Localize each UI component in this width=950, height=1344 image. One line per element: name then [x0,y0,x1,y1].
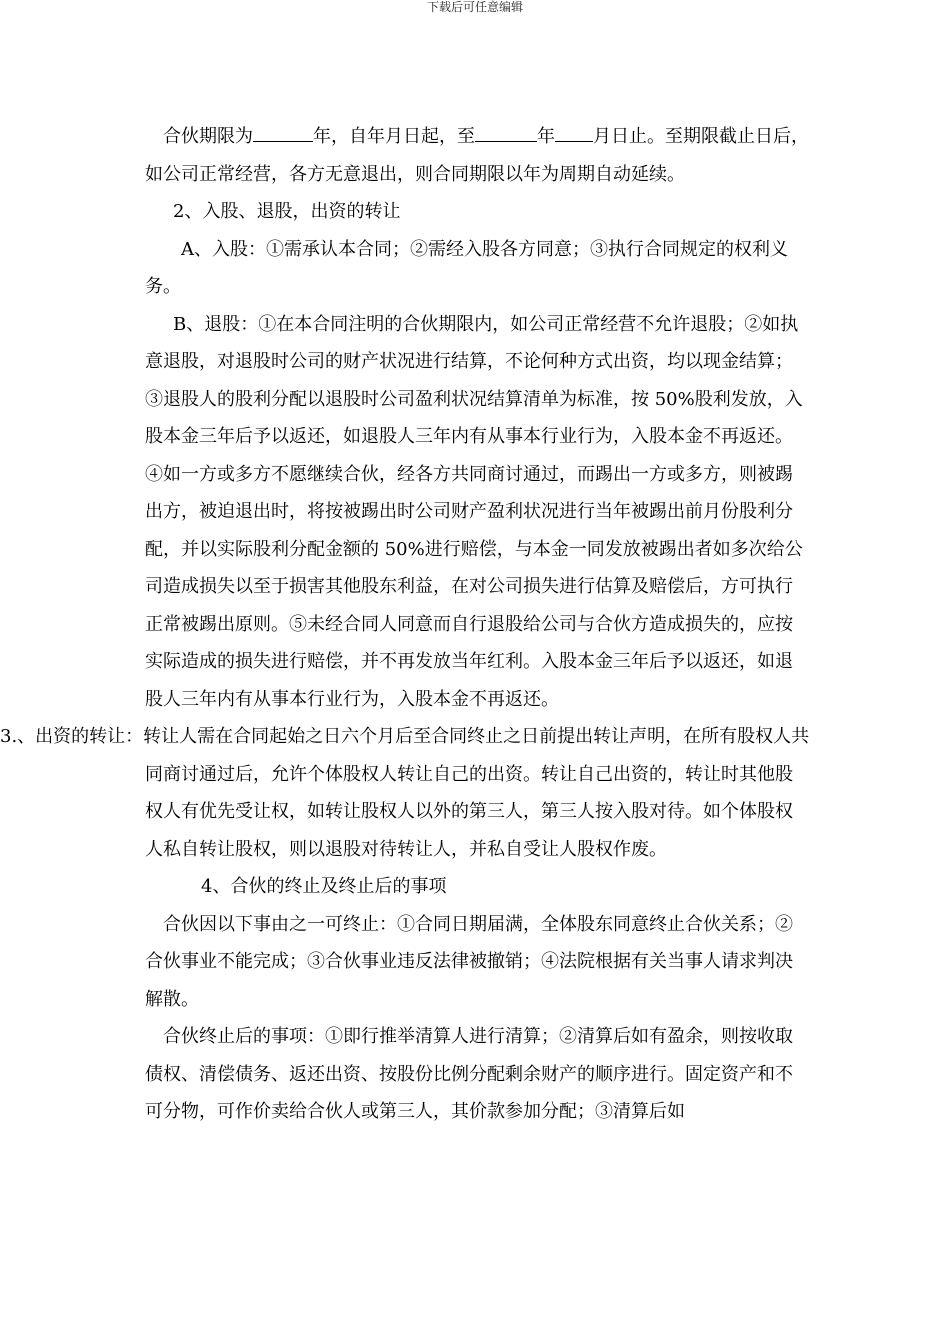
paragraph-termination-causes: 合伙因以下事由之一可终止：①合同日期届满，全体股东同意终止合伙关系；②合伙事业不能完成；③合伙事业违反法律被撤销；④法院根据有关当事人请求判决解散。 [145,913,793,1010]
heading-share-transfer: 2、入股、退股，出资的转让 [173,201,401,222]
page-header: 下载后可任意编辑 [426,0,523,14]
term-text-3: 年 [537,126,555,147]
document-body [0,118,810,1131]
paragraph-withdraw: B、退股：①在本合同注明的合伙期限内，如公司正常经营不允许退股；②如执意退股，对退股时公司的财产状况进行结算，不论何种方式出资，均以现金结算；③退股人的股利分配以退股时公司盈利状况结算清单为标准，按 50%股利发放，入股本金三年后予以返还，如退股人三年内有从事本行业行为，入股本金不再返还。④如一方或多方不愿继续合伙，经各方共同商讨通过，而踢出一方或多方，则被踢出方，被迫退出时，将按被踢出时公司财产盈利状况进行当年被踢出前月份股利分配，并以实际股利分配金额的 50%进行赔偿，与本金一同发放被踢出者如多次给公司造成损失以至于损害其他股东利益，在对公司损失进行估算及赔偿后，方可执行正常被踢出原则。⑤未经合同人同意而自行退股给公司与合伙方造成损失的，应按实际造成的损失进行赔偿，并不再发放当年红利。入股本金三年后予以返还，如退股人三年内有从事本行业行为，入股本金不再返还。 [145,313,803,710]
paragraph-join: A、入股：①需承认本合同；②需经入股各方同意；③执行合同规定的权利义务。 [145,238,788,297]
paragraph-term [145,118,810,193]
heading-termination: 4、合伙的终止及终止后的事项 [201,876,447,897]
term-text-1: 合伙期限为 [163,126,253,147]
blank-years [253,121,313,142]
paragraph-capital-transfer: 3.、出资的转让：转让人需在合同起始之日六个月后至合同终止之日前提出转让声明，在所有股权人共同商讨通过后，允许个体股权人转让自己的出资。转让自己出资的，转让时其他股权人有优先受让权，如转让股权人以外的第三人，第三人按入股对待。如个体股权人私自转让股权，则以退股对待转让人，并私自受让人股权作废。 [0,726,810,860]
term-text-4: 月日止。至期限截止日后，如公司正常经营，各方无意退出，则合同期限以年为周期自动延续。 [145,126,809,185]
blank-end-month [555,121,593,142]
blank-end-year [475,121,537,142]
term-text-2: 年，自年月日起，至 [313,126,475,147]
paragraph-after-termination: 合伙终止后的事项：①即行推举清算人进行清算；②清算后如有盈余，则按收取债权、清偿债务、返还出资、按股份比例分配剩余财产的顺序进行。固定资产和不可分物，可作价卖给合伙人或第三人，其价款参加分配；③清算后如 [145,1026,793,1122]
